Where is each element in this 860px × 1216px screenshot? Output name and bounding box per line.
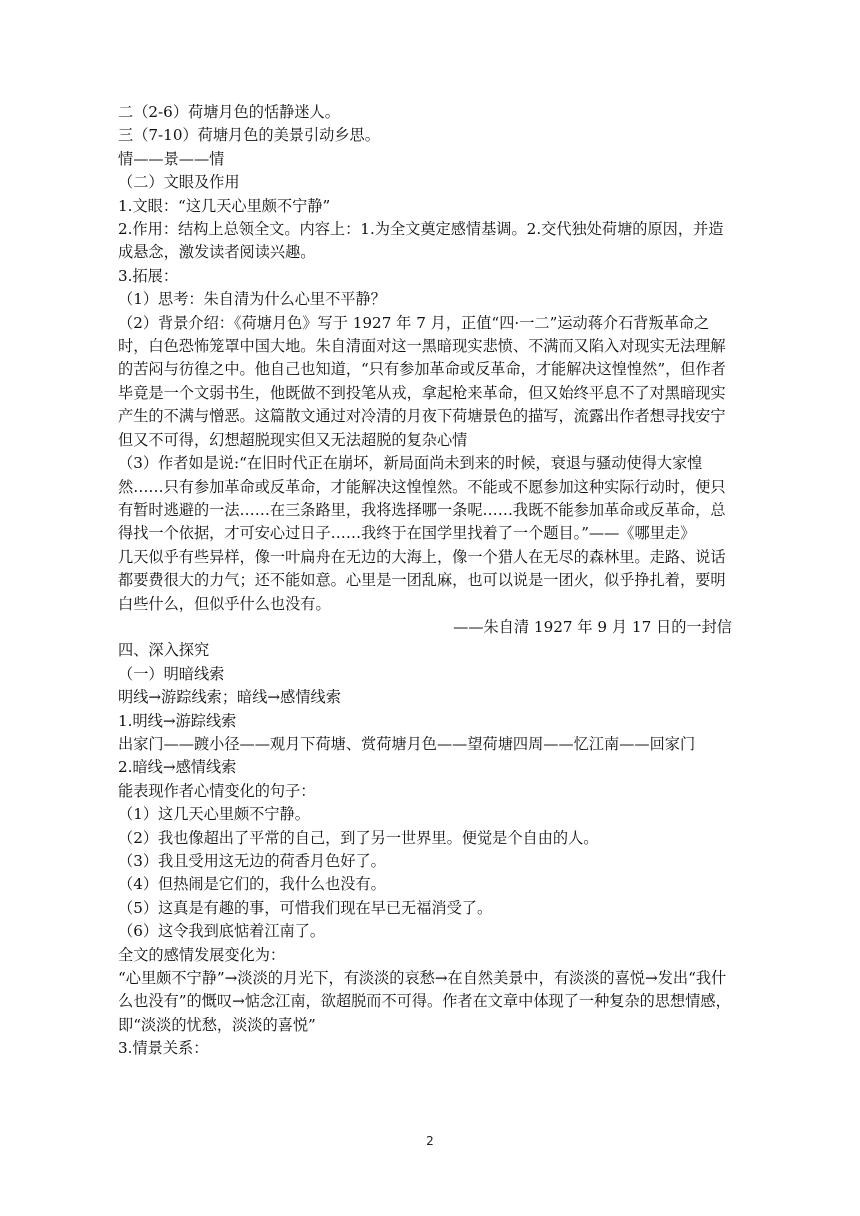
text-line: 3.情景关系： (118, 1039, 209, 1058)
text-line: （5）这真是有趣的事，可惜我们现在早已无福消受了。 (118, 898, 493, 917)
text-line: 三（7-10）荷塘月色的美景引动乡思。 (118, 126, 380, 145)
text-line: 情——景——情 (118, 149, 225, 168)
text-line: （2）我也像超出了平常的自己，到了另一世界里。便觉是个自由的人。 (118, 828, 599, 847)
text-line: （二）文眼及作用 (118, 173, 240, 192)
text-line: ——朱自清 1927 年 9 月 17 日的一封信 (453, 617, 732, 636)
page-number: 2 (426, 1134, 434, 1148)
text-line: （1）思考：朱自清为什么心里不平静？ (118, 290, 386, 309)
text-line: 1.文眼：“这几天心里颇不宁静” (118, 196, 331, 215)
text-line: 2.暗线→感情线索 (118, 758, 237, 777)
text-line: 3.拓展： (118, 266, 179, 285)
text-line: （3）我且受用这无边的荷香月色好了。 (118, 852, 386, 870)
text-line: （3）作者如是说:“在旧时代正在崩坏，新局面尚未到来的时候，衰退与骚动使得大家惶然……只有参加革命或反革命，才能解决这惶惶然。不能或不愿参加这种实际行动时，便只有暂时逃避的一法……在三条路里，我将选择哪一条呢……我既不能参加革命或反革命，总得找一个依据，才可安心过日子……我终于在国学里找着了一个题目。”——《哪里走》 (118, 454, 726, 543)
text-line: （6）这令我到底惦着江南了。 (118, 922, 326, 941)
text-line: 出家门——踱小径——观月下荷塘、赏荷塘月色——望荷塘四周——忆江南——回家门 (118, 734, 696, 753)
text-line: 明线→游踪线索；暗线→感情线索 (118, 688, 341, 707)
text-line: “心里颇不宁静”→淡淡的月光下，有淡淡的哀愁→在自然美景中，有淡淡的喜悦→发出“我什么也没有”的慨叹→惦念江南，欲超脱而不可得。作者在文章中体现了一种复杂的思想情感，即“淡淡的忧愁，淡淡的喜悦” (118, 969, 731, 1034)
text-line: 二（2-6）荷塘月色的恬静迷人。 (118, 103, 340, 121)
document-body (118, 101, 732, 1061)
text-line: 能表现作者心情变化的句子： (118, 781, 316, 800)
text-line: （4）但热闹是它们的，我什么也没有。 (118, 875, 386, 894)
text-line: 几天似乎有些异样，像一叶扁舟在无边的大海上，像一个猎人在无尽的森林里。走路、说话都要费很大的力气；还不能如意。心里是一团乱麻，也可以说是一团火，似乎挣扎着，要明白些什么，但似乎什么也没有。 (118, 547, 726, 613)
text-line: （1）这几天心里颇不宁静。 (118, 805, 310, 824)
text-line: （2）背景介绍：《荷塘月色》写于 1927 年 7 月，正值“四·一二”运动蒋介石背叛革命之时，白色恐怖笼罩中国大地。朱自清面对这一黑暗现实悲愤、不满而又陷入对现实无法理解的苦闷与彷徨之中。他自己也知道，“只有参加革命或反革命，才能解决这惶惶然”，但作者毕竟是一个文弱书生，他既做不到投笔从戎，拿起枪来革命，但又始终平息不了对黑暗现实产生的不满与憎恶。这篇散文通过对冷清的月夜下荷塘景色的描写，流露出作者想寻找安宁但又不可得，幻想超脱现实但又无法超脱的复杂心情 (118, 313, 726, 449)
text-line: 1.明线→游踪线索 (118, 711, 237, 730)
text-line: 全文的感情发展变化为： (118, 945, 286, 964)
text-line: （一）明暗线索 (118, 664, 225, 683)
text-line: 四、深入探究 (118, 641, 210, 660)
text-line: 2.作用：结构上总领全文。内容上：1.为全文奠定感情基调。2.交代独处荷塘的原因，并造成悬念，激发读者阅读兴趣。 (118, 220, 724, 262)
